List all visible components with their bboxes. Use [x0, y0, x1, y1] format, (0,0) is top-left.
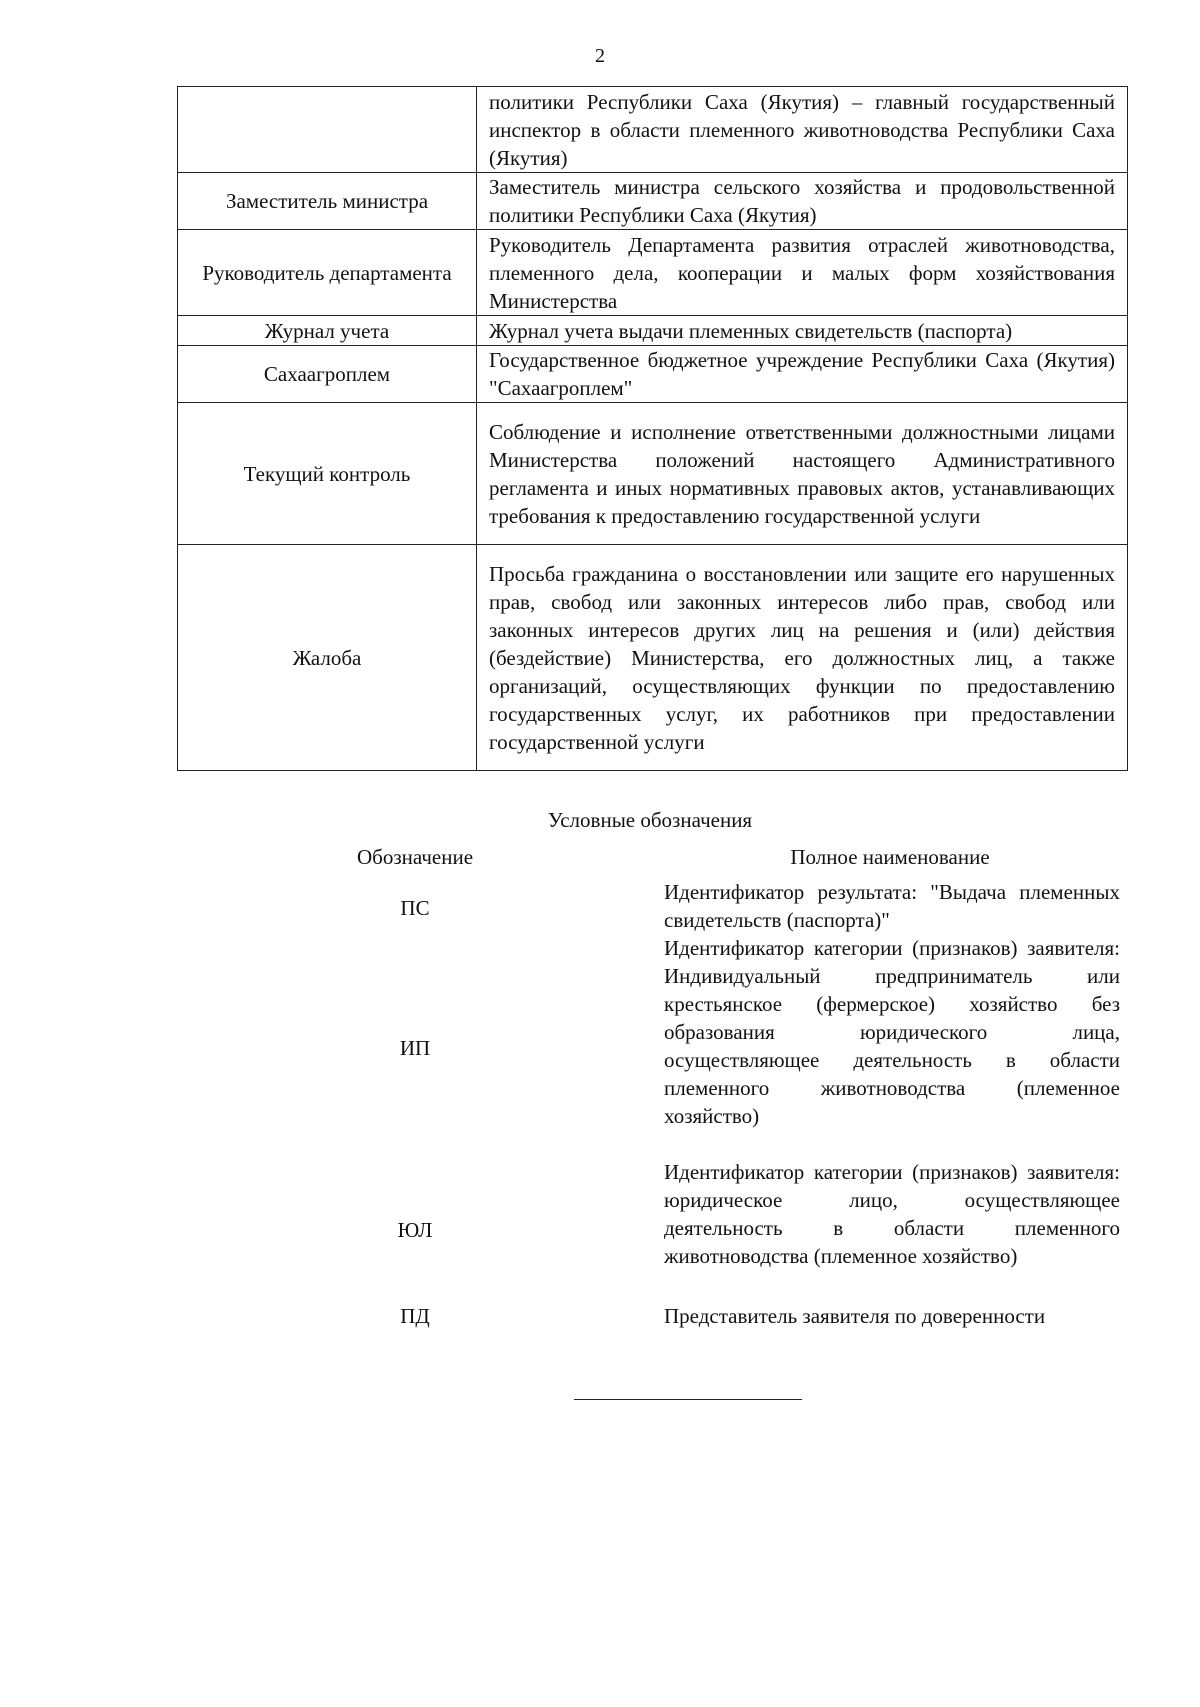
term-cell: [178, 87, 477, 173]
page-number: 2: [595, 45, 605, 67]
table-row: [178, 346, 1128, 403]
term-cell: Заместитель министра: [178, 173, 477, 230]
legend-abbr: ЮЛ: [397, 1218, 433, 1242]
term-cell: Руководитель департамента: [178, 230, 477, 316]
term-cell: Сахаагроплем: [178, 346, 477, 403]
legend-abbr: ПД: [400, 1304, 430, 1328]
legend-header-abbr: Обозначение: [356, 845, 474, 869]
legend-title: Условные обозначения: [547, 808, 753, 832]
terms-table: [177, 86, 1128, 771]
term-cell: Журнал учета: [178, 316, 477, 346]
legend-description: Идентификатор категории (признаков) заявителя: Индивидуальный предприниматель или крестьянское (фермерское) хозяйство без образования юридического лица, осуществляющее деятельность в области племенного животноводства (племенное хозяйство): [664, 936, 1120, 1128]
legend-abbr: ИП: [399, 1036, 431, 1060]
legend-abbr: ПС: [400, 896, 430, 920]
table-row: [178, 173, 1128, 230]
table-row: [178, 87, 1128, 173]
table-row: [178, 316, 1128, 346]
legend-description: Идентификатор результата: "Выдача племенных свидетельств (паспорта)": [664, 880, 1120, 932]
definition-cell: Заместитель министра сельского хозяйства и продовольственной политики Республики Саха (Якутия): [477, 173, 1128, 230]
legend-description: Идентификатор категории (признаков) заявителя: юридическое лицо, осуществляющее деятельность в области племенного животноводства (племенное хозяйство): [664, 1160, 1120, 1268]
definition-cell: Государственное бюджетное учреждение Республики Саха (Якутия) "Сахаагроплем": [477, 346, 1128, 403]
legend-header-full: Полное наименование: [790, 845, 990, 869]
table-row: [178, 230, 1128, 316]
table-row: [178, 403, 1128, 545]
definition-cell: Соблюдение и исполнение ответственными должностными лицами Министерства положений настоящего Административного регламента и иных нормативных правовых актов, устанавливающих требования к предоставлению государственной услуги: [477, 403, 1128, 545]
definition-cell: Журнал учета выдачи племенных свидетельств (паспорта): [477, 316, 1128, 346]
definition-cell: Просьба гражданина о восстановлении или защите его нарушенных прав, свобод или законных интересов либо прав, свобод или законных интересов других лиц на решения и (или) действия (бездействие) Министерства, его должностных лиц, а также организаций, осуществляющих функции по предоставлению государственных услуг, их работников при предоставлении государственной услуги: [477, 545, 1128, 771]
end-divider: [574, 1399, 802, 1400]
term-cell: Жалоба: [178, 545, 477, 771]
legend-description: Представитель заявителя по доверенности: [664, 1304, 1046, 1328]
definition-cell: Руководитель Департамента развития отраслей животноводства, племенного дела, кооперации и малых форм хозяйствования Министерства: [477, 230, 1128, 316]
table-row: [178, 545, 1128, 771]
definition-cell: политики Республики Саха (Якутия) – главный государственный инспектор в области племенного животноводства Республики Саха (Якутия): [477, 87, 1128, 173]
term-cell: Текущий контроль: [178, 403, 477, 545]
